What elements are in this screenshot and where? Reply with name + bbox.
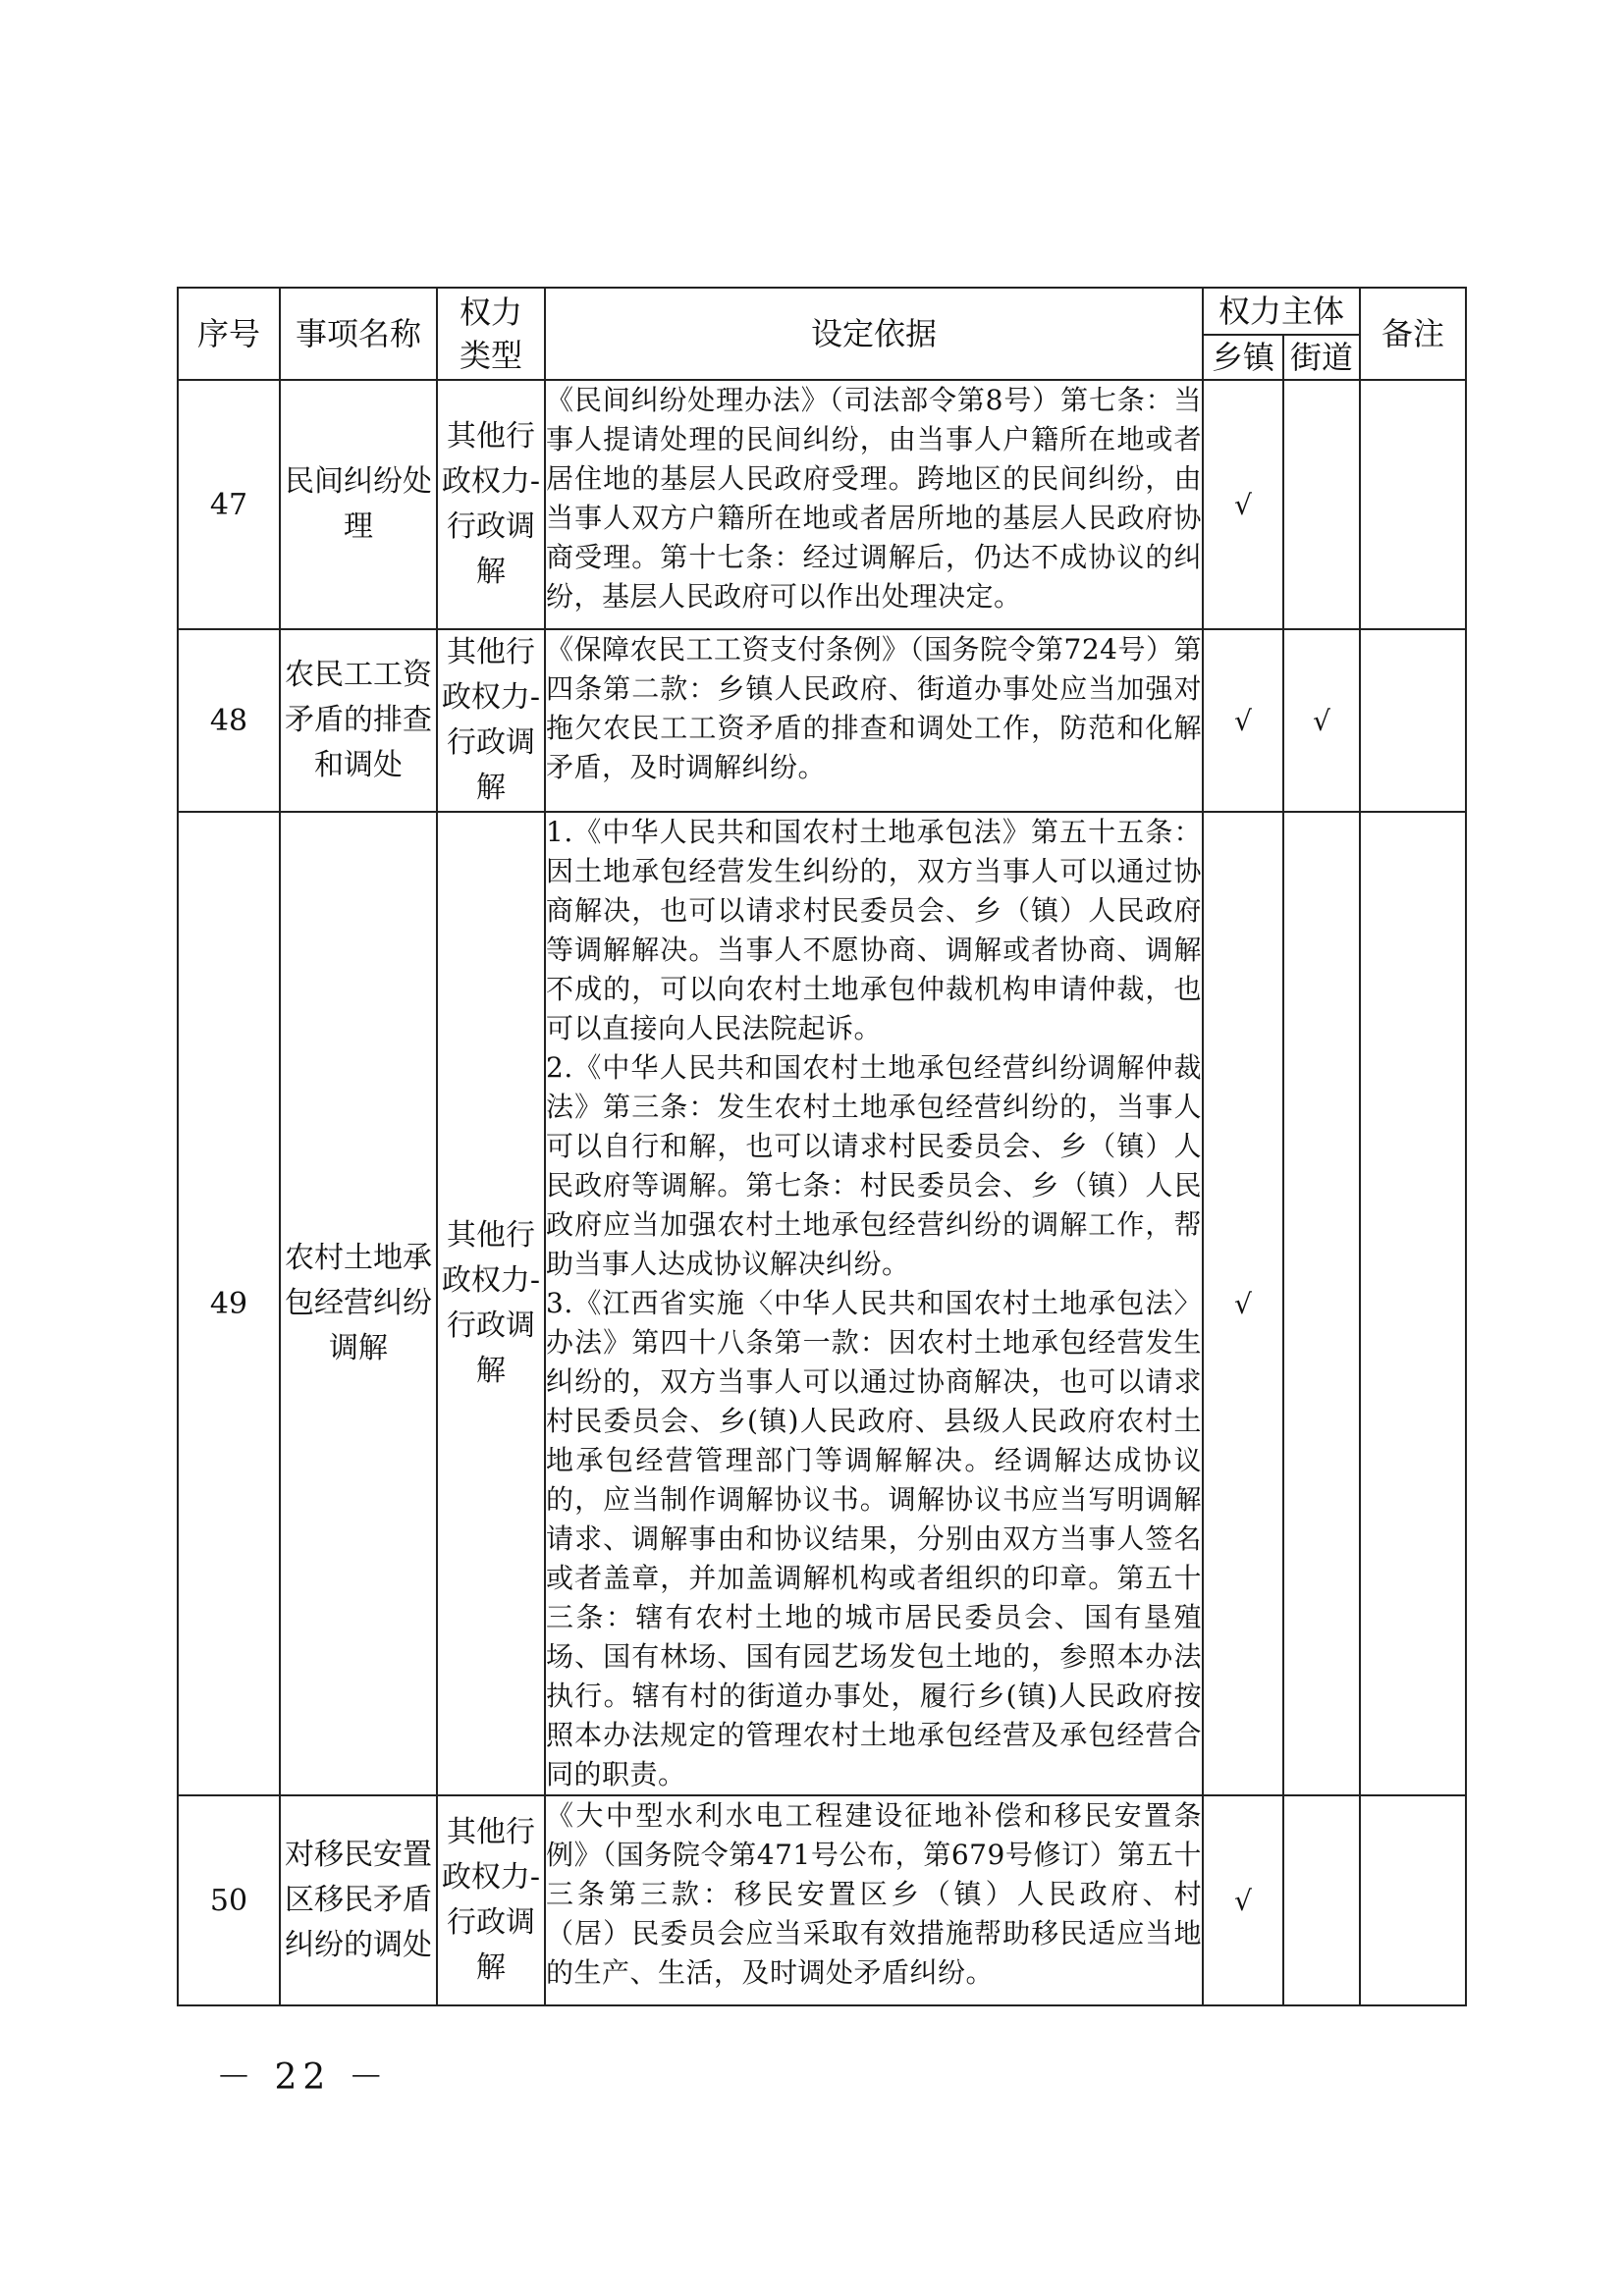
row-no: 49 bbox=[178, 812, 280, 1795]
row-township-mark: √ bbox=[1203, 629, 1283, 812]
row-no: 48 bbox=[178, 629, 280, 812]
header-no: 序号 bbox=[178, 288, 280, 380]
table-row bbox=[178, 1795, 1466, 2005]
row-type: 其他行政权力-行政调解 bbox=[437, 629, 545, 812]
basis-paragraph: 1.《中华人民共和国农村土地承包法》第五十五条：因土地承包经营发生纠纷的，双方当事人可以通过协商解决，也可以请求村民委员会、乡（镇）人民政府等调解解决。当事人不愿协商、调解或者协商、调解不成的，可以向农村土地承包仲裁机构申请仲裁，也可以直接向人民法院起诉。 bbox=[546, 816, 1202, 1044]
basis-paragraph: 《保障农民工工资支付条例》（国务院令第724号）第四条第二款：乡镇人民政府、街道办事处应当加强对拖欠农民工工资矛盾的排查和调处工作，防范和化解矛盾，及时调解纠纷。 bbox=[546, 633, 1202, 783]
row-no: 50 bbox=[178, 1795, 280, 2005]
basis-paragraph: 2.《中华人民共和国农村土地承包经营纠纷调解仲裁法》第三条：发生农村土地承包经营纠纷的，当事人可以自行和解，也可以请求村民委员会、乡（镇）人民政府等调解。第七条：村民委员会、乡（镇）人民政府应当加强农村土地承包经营纠纷的调解工作，帮助当事人达成协议解决纠纷。 bbox=[546, 1051, 1202, 1280]
row-township-mark: √ bbox=[1203, 1795, 1283, 2005]
row-basis bbox=[545, 812, 1203, 1795]
row-no: 47 bbox=[178, 380, 280, 629]
table-row bbox=[178, 380, 1466, 629]
row-township-mark: √ bbox=[1203, 380, 1283, 629]
row-basis bbox=[545, 1795, 1203, 2005]
page-number: － 22 － bbox=[216, 2057, 390, 2098]
header-remark: 备注 bbox=[1360, 288, 1466, 380]
row-name: 农民工工资矛盾的排查和调处 bbox=[280, 629, 437, 812]
row-remark bbox=[1360, 380, 1466, 629]
row-remark bbox=[1360, 812, 1466, 1795]
row-street-mark: √ bbox=[1283, 629, 1360, 812]
table-row bbox=[178, 629, 1466, 812]
row-name: 对移民安置区移民矛盾纠纷的调处 bbox=[280, 1795, 437, 2005]
row-street-mark bbox=[1283, 1795, 1360, 2005]
row-type: 其他行政权力-行政调解 bbox=[437, 1795, 545, 2005]
row-name: 农村土地承包经营纠纷调解 bbox=[280, 812, 437, 1795]
basis-paragraph: 《大中型水利水电工程建设征地补偿和移民安置条例》（国务院令第471号公布，第679号修订）第五十三条第三款：移民安置区乡（镇）人民政府、村（居）民委员会应当采取有效措施帮助移民适应当地的生产、生活，及时调处矛盾纠纷。 bbox=[546, 1799, 1202, 1989]
header-name: 事项名称 bbox=[280, 288, 437, 380]
header-basis: 设定依据 bbox=[545, 288, 1203, 380]
header-township: 乡镇 bbox=[1203, 335, 1283, 380]
table-row bbox=[178, 812, 1466, 1795]
row-remark bbox=[1360, 1795, 1466, 2005]
row-type: 其他行政权力-行政调解 bbox=[437, 380, 545, 629]
row-basis bbox=[545, 380, 1203, 629]
header-street: 街道 bbox=[1283, 335, 1360, 380]
row-township-mark: √ bbox=[1203, 812, 1283, 1795]
header-type-line2: 类型 bbox=[459, 337, 522, 374]
header-type bbox=[437, 288, 545, 380]
row-remark bbox=[1360, 629, 1466, 812]
row-type: 其他行政权力-行政调解 bbox=[437, 812, 545, 1795]
row-street-mark bbox=[1283, 812, 1360, 1795]
powers-table bbox=[177, 287, 1467, 2006]
row-name: 民间纠纷处理 bbox=[280, 380, 437, 629]
basis-paragraph: 《民间纠纷处理办法》（司法部令第8号）第七条：当事人提请处理的民间纠纷，由当事人户籍所在地或者居住地的基层人民政府受理。跨地区的民间纠纷，由当事人双方户籍所在地或者居所地的基层人民政府协商受理。第十七条：经过调解后，仍达不成协议的纠纷，基层人民政府可以作出处理决定。 bbox=[546, 384, 1202, 613]
row-basis bbox=[545, 629, 1203, 812]
row-street-mark bbox=[1283, 380, 1360, 629]
basis-paragraph: 3.《江西省实施〈中华人民共和国农村土地承包法〉办法》第四十八条第一款：因农村土地承包经营发生纠纷的，双方当事人可以通过协商解决，也可以请求村民委员会、乡(镇)人民政府、县级人民政府农村土地承包经营管理部门等调解解决。经调解达成协议的，应当制作调解协议书。调解协议书应当写明调解请求、调解事由和协议结果，分别由双方当事人签名或者盖章，并加盖调解机构或者组织的印章。第五十三条：辖有农村土地的城市居民委员会、国有垦殖场、国有林场、国有园艺场发包土地的，参照本办法执行。辖有村的街道办事处，履行乡(镇)人民政府按照本办法规定的管理农村土地承包经营及承包经营合同的职责。 bbox=[546, 1287, 1202, 1790]
header-type-line1: 权力 bbox=[459, 294, 522, 331]
header-subject: 权力主体 bbox=[1203, 288, 1360, 335]
